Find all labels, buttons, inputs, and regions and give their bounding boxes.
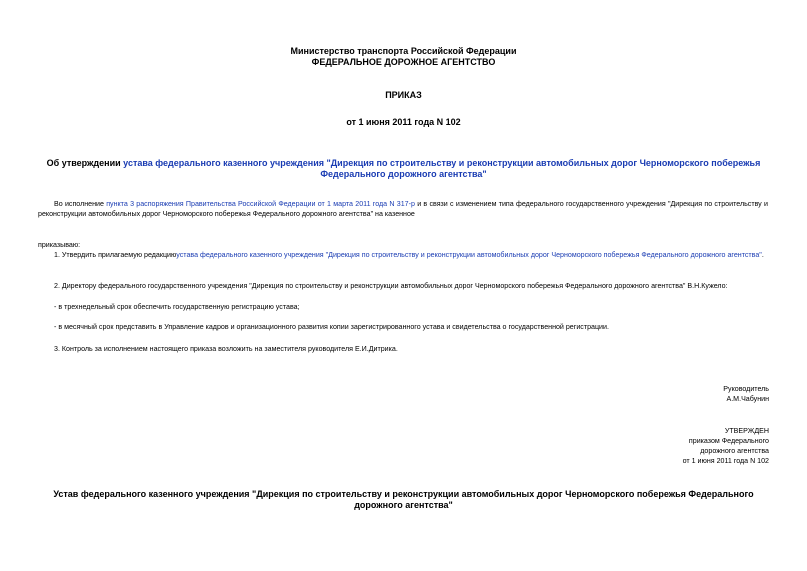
signature-role: Руководитель bbox=[723, 385, 769, 393]
preamble-part1: Во исполнение bbox=[54, 200, 107, 208]
preamble-part3: и в связи с изменением типа федерального государственного учреждения "Дирекция по строительству и реконструкции автомобильных дорог Черноморского побережья Федерального дорожного агентства" на казенное bbox=[38, 200, 768, 218]
item-1-charter-link[interactable]: устава федерального казенного учреждения "Дирекция по строительству и реконструкции автомобильных дорог Черноморского побережья Федерального дорожного агентства" bbox=[176, 251, 762, 259]
item-3: 3. Контроль за исполнением настоящего приказа возложить на заместителя руководителя Е.И.Дитрика. bbox=[54, 345, 398, 353]
item-1-prefix: 1. Утвердить прилагаемую редакцию bbox=[54, 251, 177, 259]
title-prefix: Об утверждении bbox=[46, 158, 124, 168]
signature-block bbox=[723, 384, 769, 404]
title-charter-link[interactable]: устава федерального казенного учреждения "Дирекция по строительству и реконструкции автомобильных дорог Черноморского побережья Федерального дорожного агентства" bbox=[123, 158, 761, 179]
approval-block bbox=[683, 426, 769, 466]
item-2: 2. Директору федерального государственного учреждения "Дирекция по строительству и реконструкции автомобильных дорог Черноморского побережья Федерального дорожного агентства" В.Н.Кужело: bbox=[54, 282, 728, 290]
charter-title: Устав федерального казенного учреждения "Дирекция по строительству и реконструкции автомобильных дорог Черноморского побережья Федерального дорожного агентства" bbox=[53, 489, 754, 510]
ministry-name: Министерство транспорта Российской Федерации bbox=[290, 46, 517, 56]
item-2a: - в трехнедельный срок обеспечить государственную регистрацию устава; bbox=[54, 303, 300, 311]
order-word: приказываю: bbox=[38, 241, 81, 249]
approval-line-3: дорожного агентства bbox=[700, 447, 769, 455]
document-title bbox=[40, 158, 767, 180]
approval-line-2: приказом Федерального bbox=[688, 437, 769, 445]
item-2b: - в месячный срок представить в Управление кадров и организационного развития копии зарегистрированного устава и свидетельства о государственной регистрации. bbox=[54, 323, 609, 331]
signature-name: А.М.Чабунин bbox=[726, 395, 769, 403]
approval-line-4: от 1 июня 2011 года N 102 bbox=[682, 457, 769, 465]
document-type: ПРИКАЗ bbox=[385, 90, 422, 100]
item-1 bbox=[38, 250, 768, 260]
preamble-link-government-order[interactable]: Правительства Российской Федерации от 1 марта 2011 года N 317-р bbox=[185, 200, 415, 208]
document-date: от 1 июня 2011 года N 102 bbox=[346, 117, 461, 127]
preamble-paragraph bbox=[38, 199, 768, 219]
agency-name: ФЕДЕРАЛЬНОЕ ДОРОЖНОЕ АГЕНТСТВО bbox=[311, 57, 496, 67]
item-1-suffix: . bbox=[761, 251, 764, 259]
approval-line-1: УТВЕРЖДЕН bbox=[724, 427, 769, 435]
preamble-link-clause[interactable]: пункта 3 распоряжения bbox=[106, 200, 184, 208]
